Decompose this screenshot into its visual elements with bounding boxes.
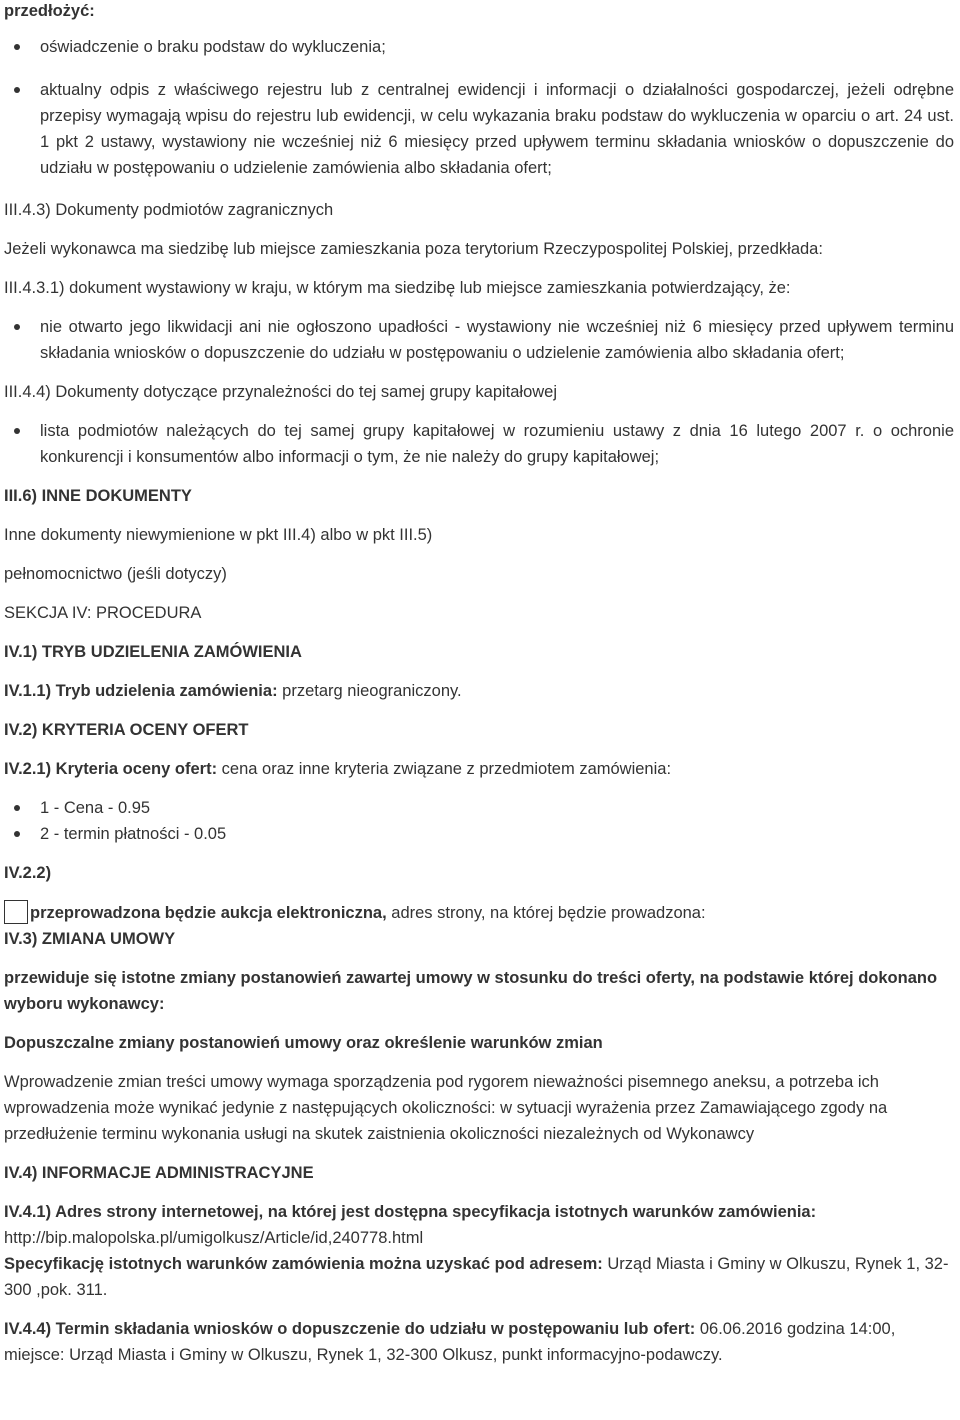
group-docs-list bbox=[4, 418, 960, 470]
section-4-2-1-label: IV.2.1) Kryteria oceny ofert: bbox=[4, 760, 218, 778]
section-4-1-1-label: IV.1.1) Tryb udzielenia zamówienia: bbox=[4, 682, 278, 700]
siwz-label: Specyfikację istotnych warunków zamówienia można uzyskać pod adresem: bbox=[4, 1255, 603, 1273]
section-4-4-4-label: IV.4.4) Termin składania wniosków o dopuszczenie do udziału w postępowaniu lub ofert: bbox=[4, 1320, 696, 1338]
section-4-4: IV.4) INFORMACJE ADMINISTRACYJNE bbox=[4, 1164, 314, 1182]
siwz-address bbox=[4, 1251, 960, 1303]
section-4-2-1-value: cena oraz inne kryteria związane z przedmiotem zamówienia: bbox=[221, 760, 672, 778]
foreign-docs-list bbox=[4, 314, 960, 366]
section-3-4-4: III.4.4) Dokumenty dotyczące przynależności do tej samej grupy kapitałowej bbox=[4, 383, 558, 401]
section-4-2-1 bbox=[4, 756, 960, 782]
section-4-4-4 bbox=[4, 1316, 960, 1368]
power-of-attorney: pełnomocnictwo (jeśli dotyczy) bbox=[4, 565, 227, 583]
list-item: aktualny odpis z właściwego rejestru lub z centralnej ewidencji i informacji o działalności gospodarczej, jeżeli odrębne przepisy wymagają wpisu do rejestru lub ewidencji, w celu wykazania braku podstaw do wykluczenia w oparciu o art. 24 ust. 1 pkt 2 ustawy, wystawiony nie wcześniej niż 6 miesięcy przed upływem terminu składania wniosków o dopuszczenie do udziału w postępowaniu o udzielenie zamówienia albo składania ofert; bbox=[40, 77, 960, 181]
changes-intro: przewiduje się istotne zmiany postanowień zawartej umowy w stosunku do treści oferty, na podstawie której dokonano wyboru wykonawcy: bbox=[4, 969, 938, 1013]
section-4-1-1-value: przetarg nieograniczony. bbox=[282, 682, 462, 700]
section-3-4-3: III.4.3) Dokumenty podmiotów zagranicznych bbox=[4, 201, 334, 219]
auction-value: adres strony, na której będzie prowadzona: bbox=[391, 904, 706, 922]
other-docs: Inne dokumenty niewymienione w pkt III.4) albo w pkt III.5) bbox=[4, 526, 433, 544]
spec-url-link[interactable]: http://bip.malopolska.pl/umigolkusz/Article/id,240778.html bbox=[4, 1229, 424, 1247]
required-docs-list bbox=[4, 34, 960, 181]
auction-checkbox[interactable] bbox=[4, 900, 28, 924]
changes-paragraph: Wprowadzenie zmian treści umowy wymaga sporządzenia pod rygorem nieważności pisemnego aneksu, a potrzeba ich wprowadzenia może wynikać jedynie z następujących okoliczności: w sytuacji wyrażenia przez Zamawiającego zgody na przedłużenie terminu wykonania usługi na skutek zaistnienia okoliczności niezależnych od Wykonawcy bbox=[4, 1073, 888, 1143]
section-4-title: SEKCJA IV: PROCEDURA bbox=[4, 604, 202, 622]
list-item: 1 - Cena - 0.95 bbox=[40, 795, 960, 821]
changes-heading: Dopuszczalne zmiany postanowień umowy oraz określenie warunków zmian bbox=[4, 1034, 603, 1052]
section-4-1: IV.1) TRYB UDZIELENIA ZAMÓWIENIA bbox=[4, 643, 302, 661]
section-4-2-2: IV.2.2) bbox=[4, 864, 52, 882]
auction-line bbox=[4, 900, 960, 926]
list-item: lista podmiotów należących do tej samej grupy kapitałowej w rozumieniu ustawy z dnia 16 lutego 2007 r. o ochronie konkurencji i konsumentów albo informacji o tym, że nie należy do grupy kapitałowej; bbox=[40, 418, 960, 470]
list-item: nie otwarto jego likwidacji ani nie ogłoszono upadłości - wystawiony nie wcześniej niż 6 miesięcy przed upływem terminu składania wniosków o dopuszczenie do udziału w postępowaniu o udzielenie zamówienia albo składania ofert; bbox=[40, 314, 960, 366]
section-4-4-4-value: 06.06.2016 godzina 14:00, miejsce: Urząd Miasta i Gminy w Olkuszu, Rynek 1, 32-300 Olkusz, punkt informacyjno-podawczy. bbox=[4, 1320, 896, 1364]
section-3-4-3-1: III.4.3.1) dokument wystawiony w kraju, w którym ma siedzibę lub miejsce zamieszkania potwierdzający, że: bbox=[4, 279, 791, 297]
siwz-value: Urząd Miasta i Gminy w Olkuszu, Rynek 1, 32-300 ,pok. 311. bbox=[4, 1255, 949, 1299]
section-3-6: III.6) INNE DOKUMENTY bbox=[4, 487, 192, 505]
section-4-1-1 bbox=[4, 678, 960, 704]
section-4-2: IV.2) KRYTERIA OCENY OFERT bbox=[4, 721, 249, 739]
auction-label: przeprowadzona będzie aukcja elektroniczna, bbox=[30, 904, 387, 922]
top-label: przedłożyć: bbox=[4, 2, 95, 20]
list-item: oświadczenie o braku podstaw do wykluczenia; bbox=[40, 34, 960, 60]
foreign-paragraph: Jeżeli wykonawca ma siedzibę lub miejsce zamieszkania poza terytorium Rzeczypospolitej Polskiej, przedkłada: bbox=[4, 240, 823, 258]
section-4-3: IV.3) ZMIANA UMOWY bbox=[4, 930, 176, 948]
list-item: 2 - termin płatności - 0.05 bbox=[40, 821, 960, 847]
criteria-list bbox=[4, 795, 960, 847]
section-4-4-1-label: IV.4.1) Adres strony internetowej, na której jest dostępna specyfikacja istotnych warunków zamówienia: bbox=[4, 1203, 817, 1221]
